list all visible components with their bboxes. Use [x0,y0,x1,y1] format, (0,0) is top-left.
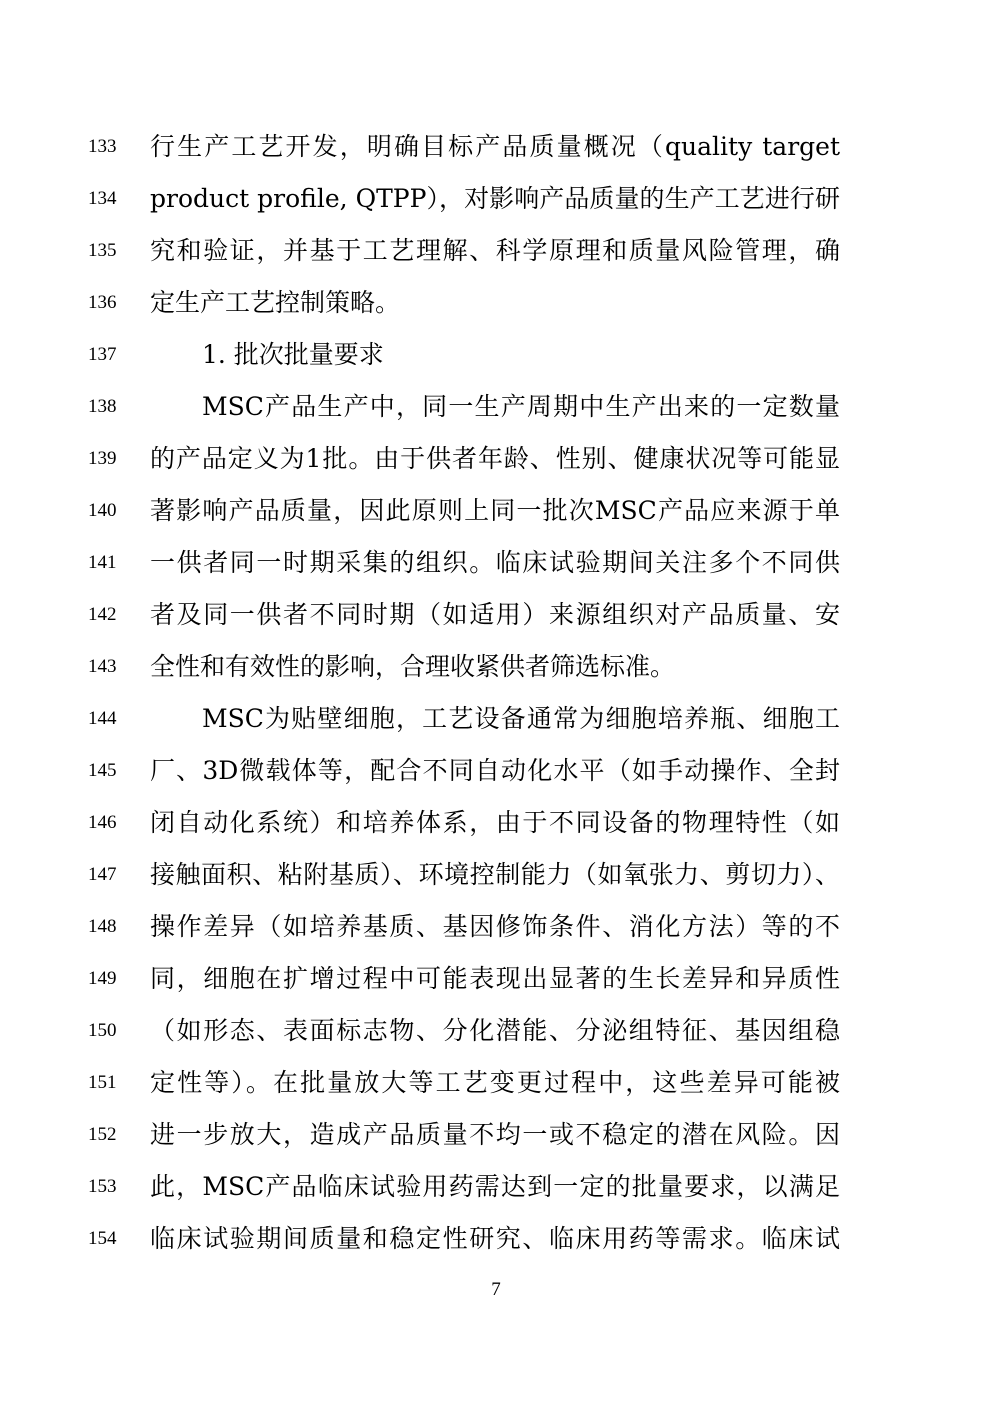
line-number: 137 [88,344,117,365]
line-text: 究和验证，并基于工艺理解、科学原理和质量风险管理，确 [150,236,840,265]
line-number: 143 [88,656,117,677]
line-text: 临床试验期间质量和稳定性研究、临床用药等需求。临床试 [150,1224,840,1253]
line-number: 146 [88,812,117,833]
line-text: 同，细胞在扩增过程中可能表现出显著的生长差异和异质性 [150,964,840,993]
text-line [0,492,992,532]
text-line [0,752,992,792]
line-number: 135 [88,240,117,261]
line-number: 150 [88,1020,117,1041]
line-text: （如形态、表面标志物、分化潜能、分泌组特征、基因组稳 [150,1016,840,1045]
section-heading-line [0,336,992,376]
text-line [0,284,992,324]
line-number: 152 [88,1124,117,1145]
line-text: 者及同一供者不同时期（如适用）来源组织对产品质量、安 [150,600,840,629]
text-line [0,908,992,948]
text-line [0,388,992,428]
line-text: 进一步放大，造成产品质量不均一或不稳定的潜在风险。因 [150,1120,840,1149]
text-line [0,1220,992,1260]
text-line [0,232,992,272]
line-number: 140 [88,500,117,521]
text-line [0,1116,992,1156]
line-number: 139 [88,448,117,469]
line-number: 148 [88,916,117,937]
text-line [0,1168,992,1208]
text-line [0,596,992,636]
line-text: 行生产工艺开发，明确目标产品质量概况（quality target [150,132,840,161]
line-text: 操作差异（如培养基质、基因修饰条件、消化方法）等的不 [150,912,840,941]
line-text: 此，MSC产品临床试验用药需达到一定的批量要求，以满足 [150,1172,840,1201]
text-line [0,128,992,168]
section-heading: 1. 批次批量要求 [202,340,384,369]
text-line [0,180,992,220]
line-number: 153 [88,1176,117,1197]
line-text: 定性等）。在批量放大等工艺变更过程中，这些差异可能被 [150,1068,840,1097]
line-text: 闭自动化系统）和培养体系，由于不同设备的物理特性（如 [150,808,840,837]
line-number: 145 [88,760,117,781]
text-line [0,648,992,688]
line-text: 定生产工艺控制策略。 [150,288,401,317]
line-number: 147 [88,864,117,885]
line-text: 全性和有效性的影响，合理收紧供者筛选标准。 [150,652,676,681]
text-line [0,856,992,896]
line-number: 133 [88,136,117,157]
line-text: MSC产品生产中，同一生产周期中生产出来的一定数量 [202,392,840,421]
line-number: 154 [88,1228,117,1249]
line-number: 138 [88,396,117,417]
text-line [0,1064,992,1104]
line-number: 134 [88,188,117,209]
line-number: 149 [88,968,117,989]
text-line [0,544,992,584]
line-text: 一供者同一时期采集的组织。临床试验期间关注多个不同供 [150,548,840,577]
text-line [0,440,992,480]
line-text: product profile, QTPP），对影响产品质量的生产工艺进行研 [150,184,840,213]
line-text: 厂、3D微载体等，配合不同自动化水平（如手动操作、全封 [150,756,840,785]
line-text: 接触面积、粘附基质）、环境控制能力（如氧张力、剪切力）、 [150,860,840,889]
text-line [0,700,992,740]
page-number: 7 [491,1279,501,1300]
line-number: 141 [88,552,117,573]
line-number: 136 [88,292,117,313]
text-line [0,804,992,844]
line-number: 142 [88,604,117,625]
line-text: MSC为贴壁细胞，工艺设备通常为细胞培养瓶、细胞工 [202,704,840,733]
line-text: 的产品定义为1批。由于供者年龄、性别、健康状况等可能显 [150,444,840,473]
line-text: 著影响产品质量，因此原则上同一批次MSC产品应来源于单 [150,496,840,525]
text-line [0,960,992,1000]
text-line [0,1012,992,1052]
line-number: 144 [88,708,117,729]
line-number: 151 [88,1072,117,1093]
